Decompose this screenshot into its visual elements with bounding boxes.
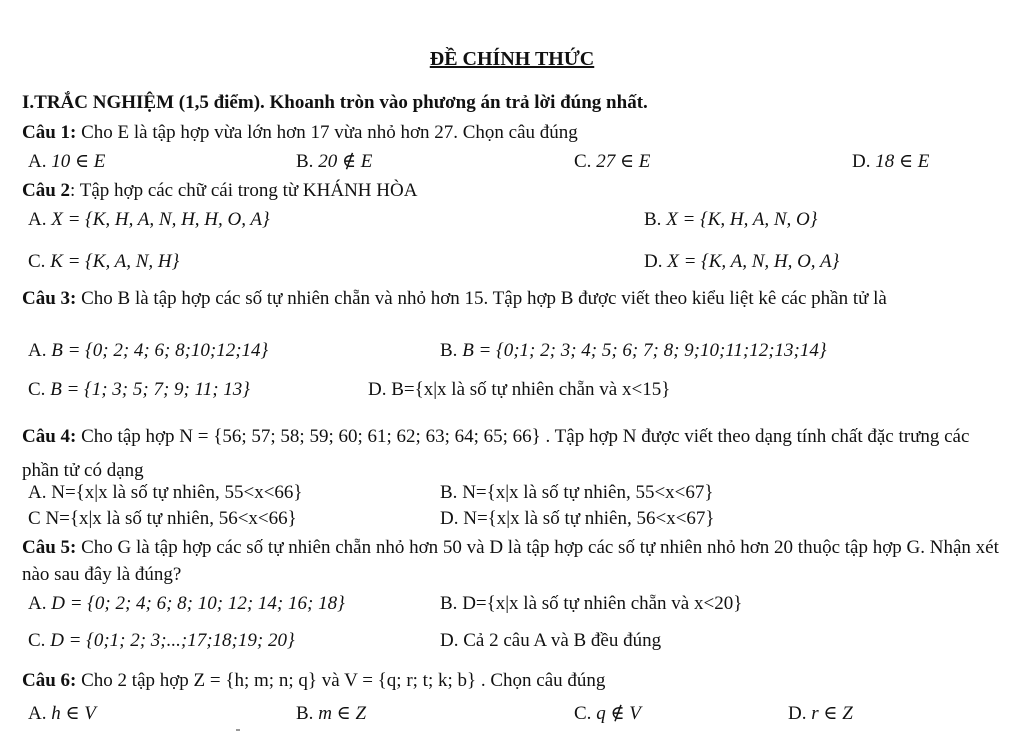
option-c[interactable] xyxy=(28,630,295,652)
option-c[interactable] xyxy=(28,251,179,273)
option-c[interactable] xyxy=(28,379,250,401)
option-d[interactable] xyxy=(852,151,929,173)
option-content: X = {K, A, N, H, O, A} xyxy=(667,251,840,272)
option-d[interactable] xyxy=(788,703,853,725)
option-content: 18 ∈ E xyxy=(875,151,930,172)
question-label: Câu 5: xyxy=(22,537,77,558)
scan-speck xyxy=(236,729,240,731)
option-a[interactable] xyxy=(28,482,303,504)
option-content: B={x|x là số tự nhiên chẵn và x<15} xyxy=(391,379,671,400)
option-a[interactable] xyxy=(28,593,345,615)
option-letter: A. xyxy=(28,482,47,503)
option-d[interactable] xyxy=(368,379,670,401)
option-letter: A. xyxy=(28,209,47,230)
option-a[interactable] xyxy=(28,151,105,173)
option-content: B = {0;1; 2; 3; 4; 5; 6; 7; 8; 9;10;11;12;13;14} xyxy=(462,340,827,361)
option-c[interactable] xyxy=(574,151,650,173)
option-c[interactable] xyxy=(574,703,641,725)
option-letter: C xyxy=(28,508,41,529)
question-label: Câu 4: xyxy=(22,426,77,447)
option-content: B = {0; 2; 4; 6; 8;10;12;14} xyxy=(51,340,269,361)
option-b[interactable] xyxy=(644,209,817,231)
option-d[interactable] xyxy=(440,630,661,652)
option-content: 20 ∉ E xyxy=(318,151,373,172)
option-b[interactable] xyxy=(296,151,372,173)
option-letter: B. xyxy=(296,703,314,724)
option-a[interactable] xyxy=(28,703,96,725)
option-letter: D. xyxy=(852,151,871,172)
option-letter: C. xyxy=(574,703,592,724)
question-text: Cho G là tập hợp các số tự nhiên chẵn nhỏ hơn 50 và D là tập hợp các số tự nhiên nhỏ hơn 20 thuộc tập hợp G. Nhận xét nào sau đây là đúng? xyxy=(22,537,999,585)
question-text: Cho 2 tập hợp Z = {h; m; n; q} và V = {q; r; t; k; b} . Chọn câu đúng xyxy=(76,670,606,691)
question-2 xyxy=(22,180,417,202)
option-content: K = {K, A, N, H} xyxy=(50,251,180,272)
option-letter: B. xyxy=(644,209,662,230)
question-4 xyxy=(22,420,1007,488)
question-text: Cho tập hợp N = {56; 57; 58; 59; 60; 61; 62; 63; 64; 65; 66} . Tập hợp N được viết theo dạng tính chất đặc trưng các phần tử có dạng xyxy=(22,426,970,481)
option-letter: A. xyxy=(28,151,47,172)
option-content: B = {1; 3; 5; 7; 9; 11; 13} xyxy=(50,379,250,400)
option-content: m ∈ Z xyxy=(318,703,367,724)
question-label: Câu 6: xyxy=(22,670,77,691)
option-letter: B. xyxy=(296,151,314,172)
option-b[interactable] xyxy=(440,340,826,362)
option-content: D={x|x là số tự nhiên chẵn và x<20} xyxy=(462,593,743,614)
option-content: N={x|x là số tự nhiên, 56<x<67} xyxy=(463,508,715,529)
option-a[interactable] xyxy=(28,209,270,231)
option-d[interactable] xyxy=(644,251,839,273)
option-letter: C. xyxy=(28,251,46,272)
question-text: Cho B là tập hợp các số tự nhiên chẵn và nhỏ hơn 15. Tập hợp B được viết theo kiểu liệt kê các phần tử là xyxy=(76,288,887,309)
option-letter: B. xyxy=(440,340,458,361)
question-6 xyxy=(22,670,605,692)
question-label: Câu 2 xyxy=(22,180,71,201)
option-letter: D. xyxy=(368,379,387,400)
option-content: N={x|x là số tự nhiên, 55<x<67} xyxy=(462,482,714,503)
option-letter: C. xyxy=(28,379,46,400)
question-5 xyxy=(22,534,1017,588)
document-title: ĐỀ CHÍNH THỨC xyxy=(429,48,595,70)
option-content: r ∈ Z xyxy=(811,703,853,724)
question-text: : Tập hợp các chữ cái trong từ KHÁNH HÒA xyxy=(70,180,418,201)
option-d[interactable] xyxy=(440,508,715,530)
option-content: D = {0; 2; 4; 6; 8; 10; 12; 14; 16; 18} xyxy=(51,593,345,614)
question-text: Cho E là tập hợp vừa lớn hơn 17 vừa nhỏ hơn 27. Chọn câu đúng xyxy=(76,122,578,143)
option-content: X = {K, H, A, N, H, H, O, A} xyxy=(51,209,270,230)
option-letter: D. xyxy=(440,508,459,529)
question-1 xyxy=(22,122,578,144)
section-heading: I.TRẮC NGHIỆM (1,5 điểm). Khoanh tròn vào phương án trả lời đúng nhất. xyxy=(22,92,648,113)
option-content: Cả 2 câu A và B đều đúng xyxy=(463,630,662,651)
option-letter: D. xyxy=(440,630,459,651)
option-content: N={x|x là số tự nhiên, 56<x<66} xyxy=(45,508,297,529)
option-letter: D. xyxy=(788,703,807,724)
option-letter: B. xyxy=(440,482,458,503)
option-letter: C. xyxy=(574,151,592,172)
option-b[interactable] xyxy=(440,482,714,504)
option-content: q ∉ V xyxy=(596,703,641,724)
option-a[interactable] xyxy=(28,340,268,362)
option-letter: A. xyxy=(28,593,47,614)
question-label: Câu 3: xyxy=(22,288,77,309)
option-letter: C. xyxy=(28,630,46,651)
option-content: D = {0;1; 2; 3;...;17;18;19; 20} xyxy=(50,630,295,651)
option-b[interactable] xyxy=(296,703,366,725)
question-3 xyxy=(22,285,1007,313)
option-content: 10 ∈ E xyxy=(51,151,106,172)
option-letter: B. xyxy=(440,593,458,614)
option-b[interactable] xyxy=(440,593,742,615)
option-content: X = {K, H, A, N, O} xyxy=(666,209,818,230)
option-content: 27 ∈ E xyxy=(596,151,651,172)
option-letter: A. xyxy=(28,703,47,724)
option-letter: A. xyxy=(28,340,47,361)
option-c[interactable] xyxy=(28,508,297,530)
question-label: Câu 1: xyxy=(22,122,77,143)
option-content: N={x|x là số tự nhiên, 55<x<66} xyxy=(51,482,303,503)
option-letter: D. xyxy=(644,251,663,272)
option-content: h ∈ V xyxy=(51,703,96,724)
